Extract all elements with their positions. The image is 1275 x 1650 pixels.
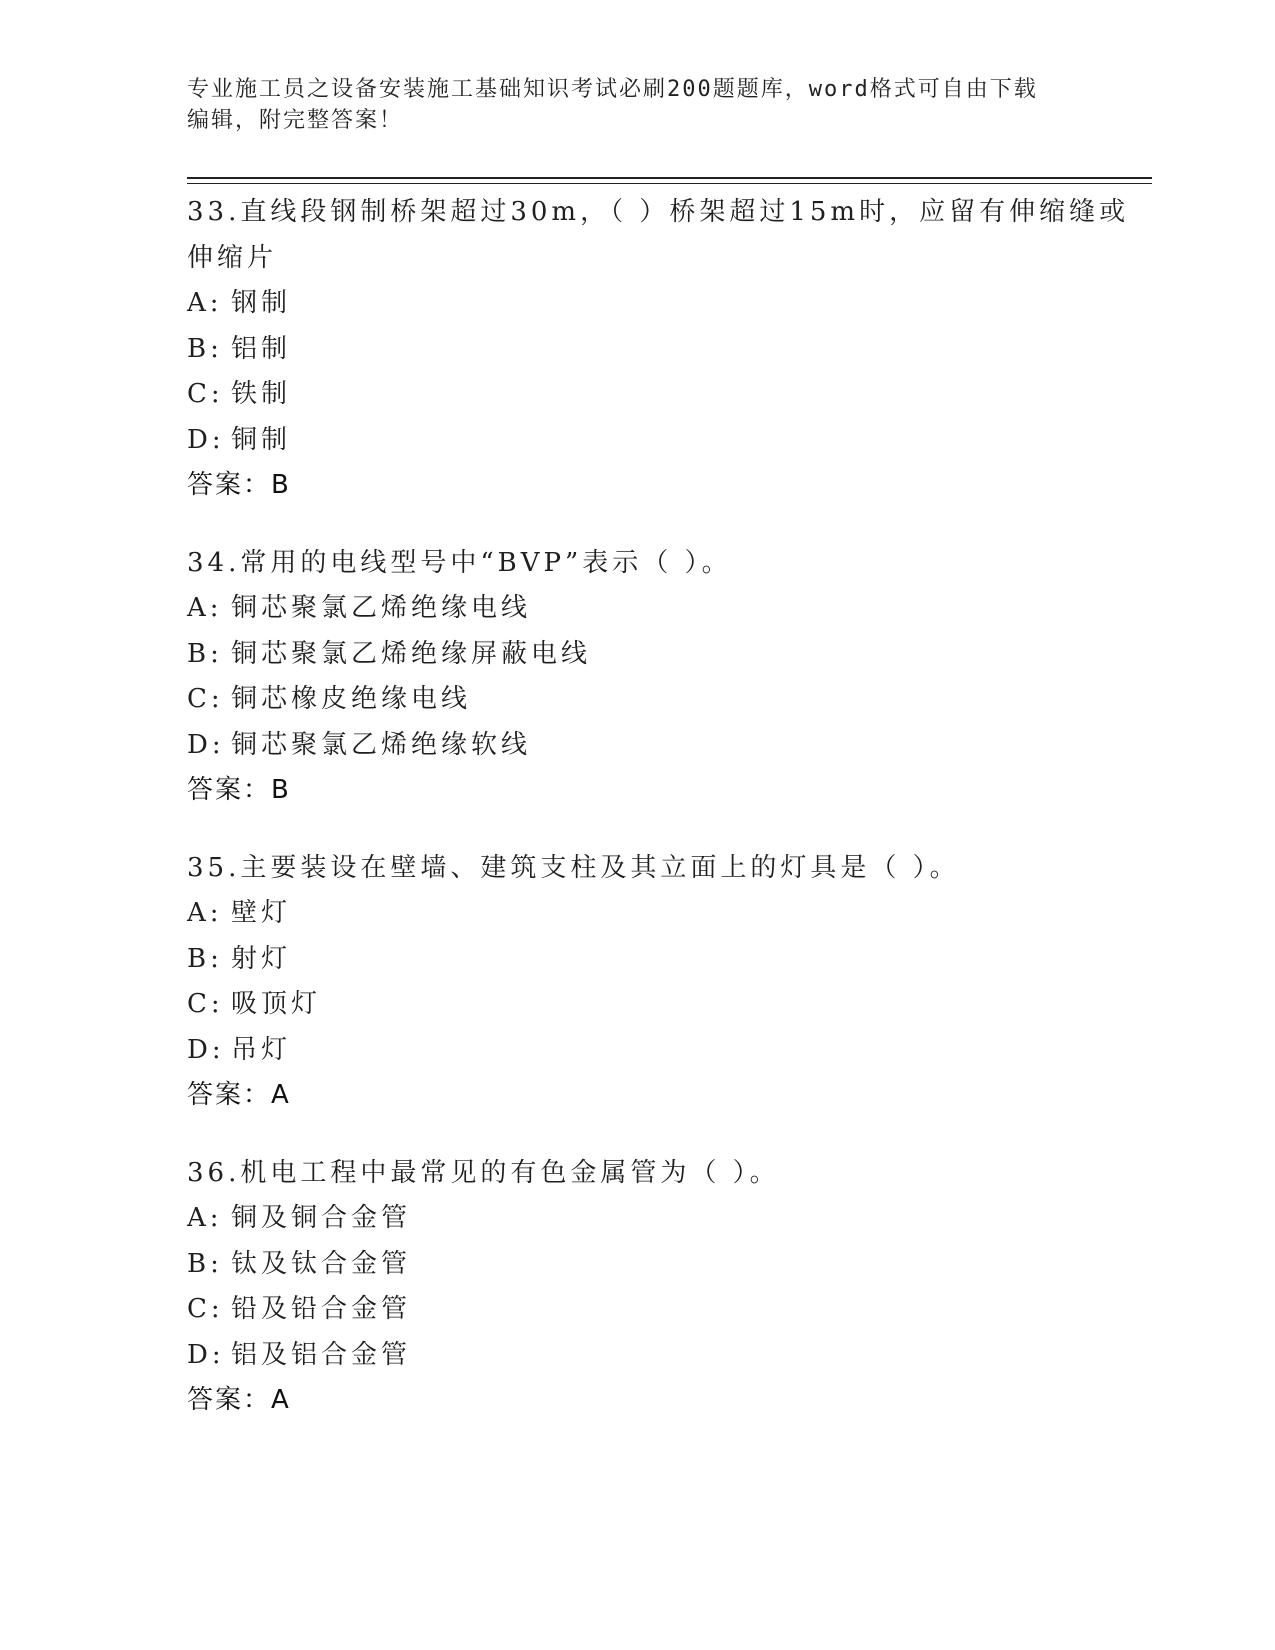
document-header [187, 74, 1087, 136]
option-text: 钢制 [231, 288, 292, 318]
option-letter: B: [187, 1248, 223, 1279]
option-b [187, 1242, 1087, 1288]
option-letter: A: [187, 593, 223, 623]
option-d [187, 1028, 1087, 1074]
option-letter: D: [187, 424, 225, 455]
option-letter: D: [187, 1339, 225, 1370]
option-d [187, 1333, 1087, 1379]
option-a [187, 586, 1087, 632]
question-text: 34.常用的电线型号中“BVP”表示（ ）。 [187, 547, 732, 578]
option-text: 吸顶灯 [231, 989, 322, 1019]
option-b [187, 632, 1087, 678]
option-letter: C: [187, 379, 224, 409]
option-letter: B: [187, 943, 223, 974]
option-b [187, 327, 1087, 373]
option-text: 钛及钛合金管 [231, 1248, 412, 1279]
option-c [187, 372, 1087, 418]
option-text: 铝制 [231, 333, 292, 364]
answer-line: 答案：A [187, 1080, 291, 1110]
option-letter: C: [187, 1294, 224, 1324]
option-letter: D: [187, 1034, 225, 1065]
option-text: 吊灯 [231, 1034, 292, 1065]
option-text: 铁制 [231, 379, 292, 409]
option-text: 射灯 [231, 943, 292, 974]
question-text-continued: 伸缩片 [187, 242, 278, 273]
option-letter: C: [187, 989, 224, 1019]
option-text: 铜芯聚氯乙烯绝缘软线 [231, 729, 532, 760]
option-c [187, 677, 1087, 723]
option-c [187, 1287, 1087, 1333]
option-text: 铜及铜合金管 [231, 1203, 412, 1233]
option-text: 铜芯聚氯乙烯绝缘屏蔽电线 [231, 638, 592, 669]
question-text: 35.主要装设在壁墙、建筑支柱及其立面上的灯具是（ ）。 [187, 852, 960, 883]
question-36 [187, 1151, 1087, 1424]
question-text: 36.机电工程中最常见的有色金属管为（ ）。 [187, 1157, 780, 1188]
option-a [187, 1196, 1087, 1242]
option-letter: C: [187, 684, 224, 714]
option-text: 铜芯橡皮绝缘电线 [231, 684, 472, 714]
question-list [187, 190, 1130, 1456]
option-text: 铜制 [231, 424, 292, 455]
option-letter: A: [187, 1203, 223, 1233]
option-letter: D: [187, 729, 225, 760]
answer-line: 答案：A [187, 1385, 291, 1415]
header-divider-thin [187, 183, 1152, 184]
header-title-line-2: 编辑，附完整答案！ [187, 108, 404, 133]
option-text: 铝及铝合金管 [231, 1339, 412, 1370]
option-d [187, 723, 1087, 769]
option-text: 铅及铅合金管 [231, 1294, 412, 1324]
option-text: 壁灯 [231, 898, 292, 928]
option-d [187, 418, 1087, 464]
option-letter: A: [187, 898, 223, 928]
question-text: 33.直线段钢制桥架超过30m，（ ）桥架超过15m时，应留有伸缩缝或 [187, 197, 1130, 227]
question-33 [187, 190, 1130, 509]
answer-line: 答案：B [187, 775, 291, 805]
header-title-line-1: 专业施工员之设备安装施工基础知识考试必刷200题题库，word格式可自由下载 [187, 77, 1038, 102]
option-letter: B: [187, 638, 223, 669]
option-a [187, 891, 1087, 937]
option-letter: B: [187, 333, 223, 364]
option-letter: A: [187, 288, 223, 318]
option-a [187, 281, 1087, 327]
header-divider-thick [187, 177, 1152, 179]
option-c [187, 982, 1087, 1028]
question-34 [187, 541, 1087, 814]
option-text: 铜芯聚氯乙烯绝缘电线 [231, 593, 532, 623]
answer-line: 答案：B [187, 470, 291, 500]
question-35 [187, 846, 1087, 1119]
option-b [187, 937, 1087, 983]
